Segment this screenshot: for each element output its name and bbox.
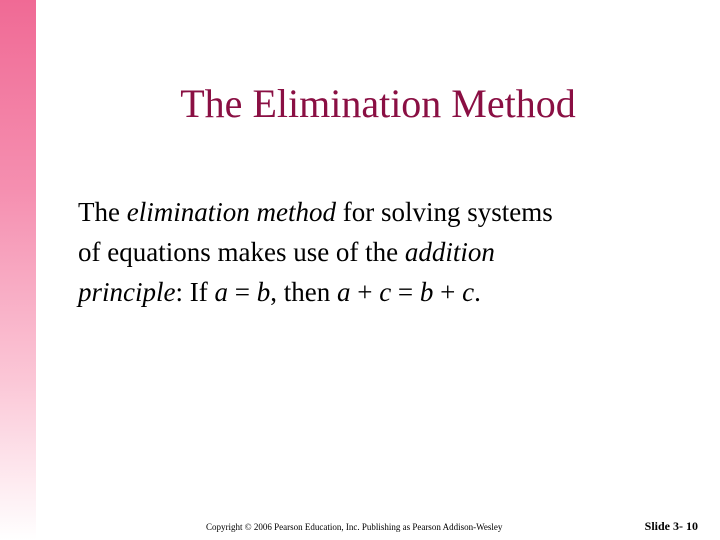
body-text-segment: The	[78, 197, 127, 227]
slide-body-text	[78, 192, 678, 312]
math-variable: b	[256, 277, 271, 307]
body-text-segment: for solving systems	[335, 197, 553, 227]
math-variable: a	[336, 277, 351, 307]
body-line-1	[78, 192, 678, 232]
slide-number: Slide 3- 10	[644, 519, 698, 533]
body-text-segment: of equations makes use of the	[78, 237, 405, 267]
body-italic-term: addition	[404, 237, 495, 267]
left-accent-bar	[0, 0, 36, 540]
body-line-3	[78, 272, 678, 312]
body-text-segment: .	[474, 277, 481, 307]
math-variable: c	[462, 277, 475, 307]
math-variable: b	[419, 277, 434, 307]
body-text-segment: =	[391, 277, 420, 307]
body-text-segment: : If	[175, 277, 215, 307]
body-italic-term: principle	[78, 277, 176, 307]
body-line-2	[78, 232, 678, 272]
math-variable: c	[379, 277, 392, 307]
copyright-notice: Copyright © 2006 Pearson Education, Inc. Publishing as Pearson Addison-Wesley	[206, 522, 503, 532]
body-italic-term: elimination method	[126, 197, 336, 227]
math-variable: a	[214, 277, 228, 307]
body-text-segment: , then	[270, 277, 337, 307]
slide-title: The Elimination Method	[180, 81, 576, 126]
body-text-segment: =	[227, 277, 257, 307]
body-text-segment: +	[433, 277, 463, 307]
body-text-segment: +	[350, 277, 380, 307]
